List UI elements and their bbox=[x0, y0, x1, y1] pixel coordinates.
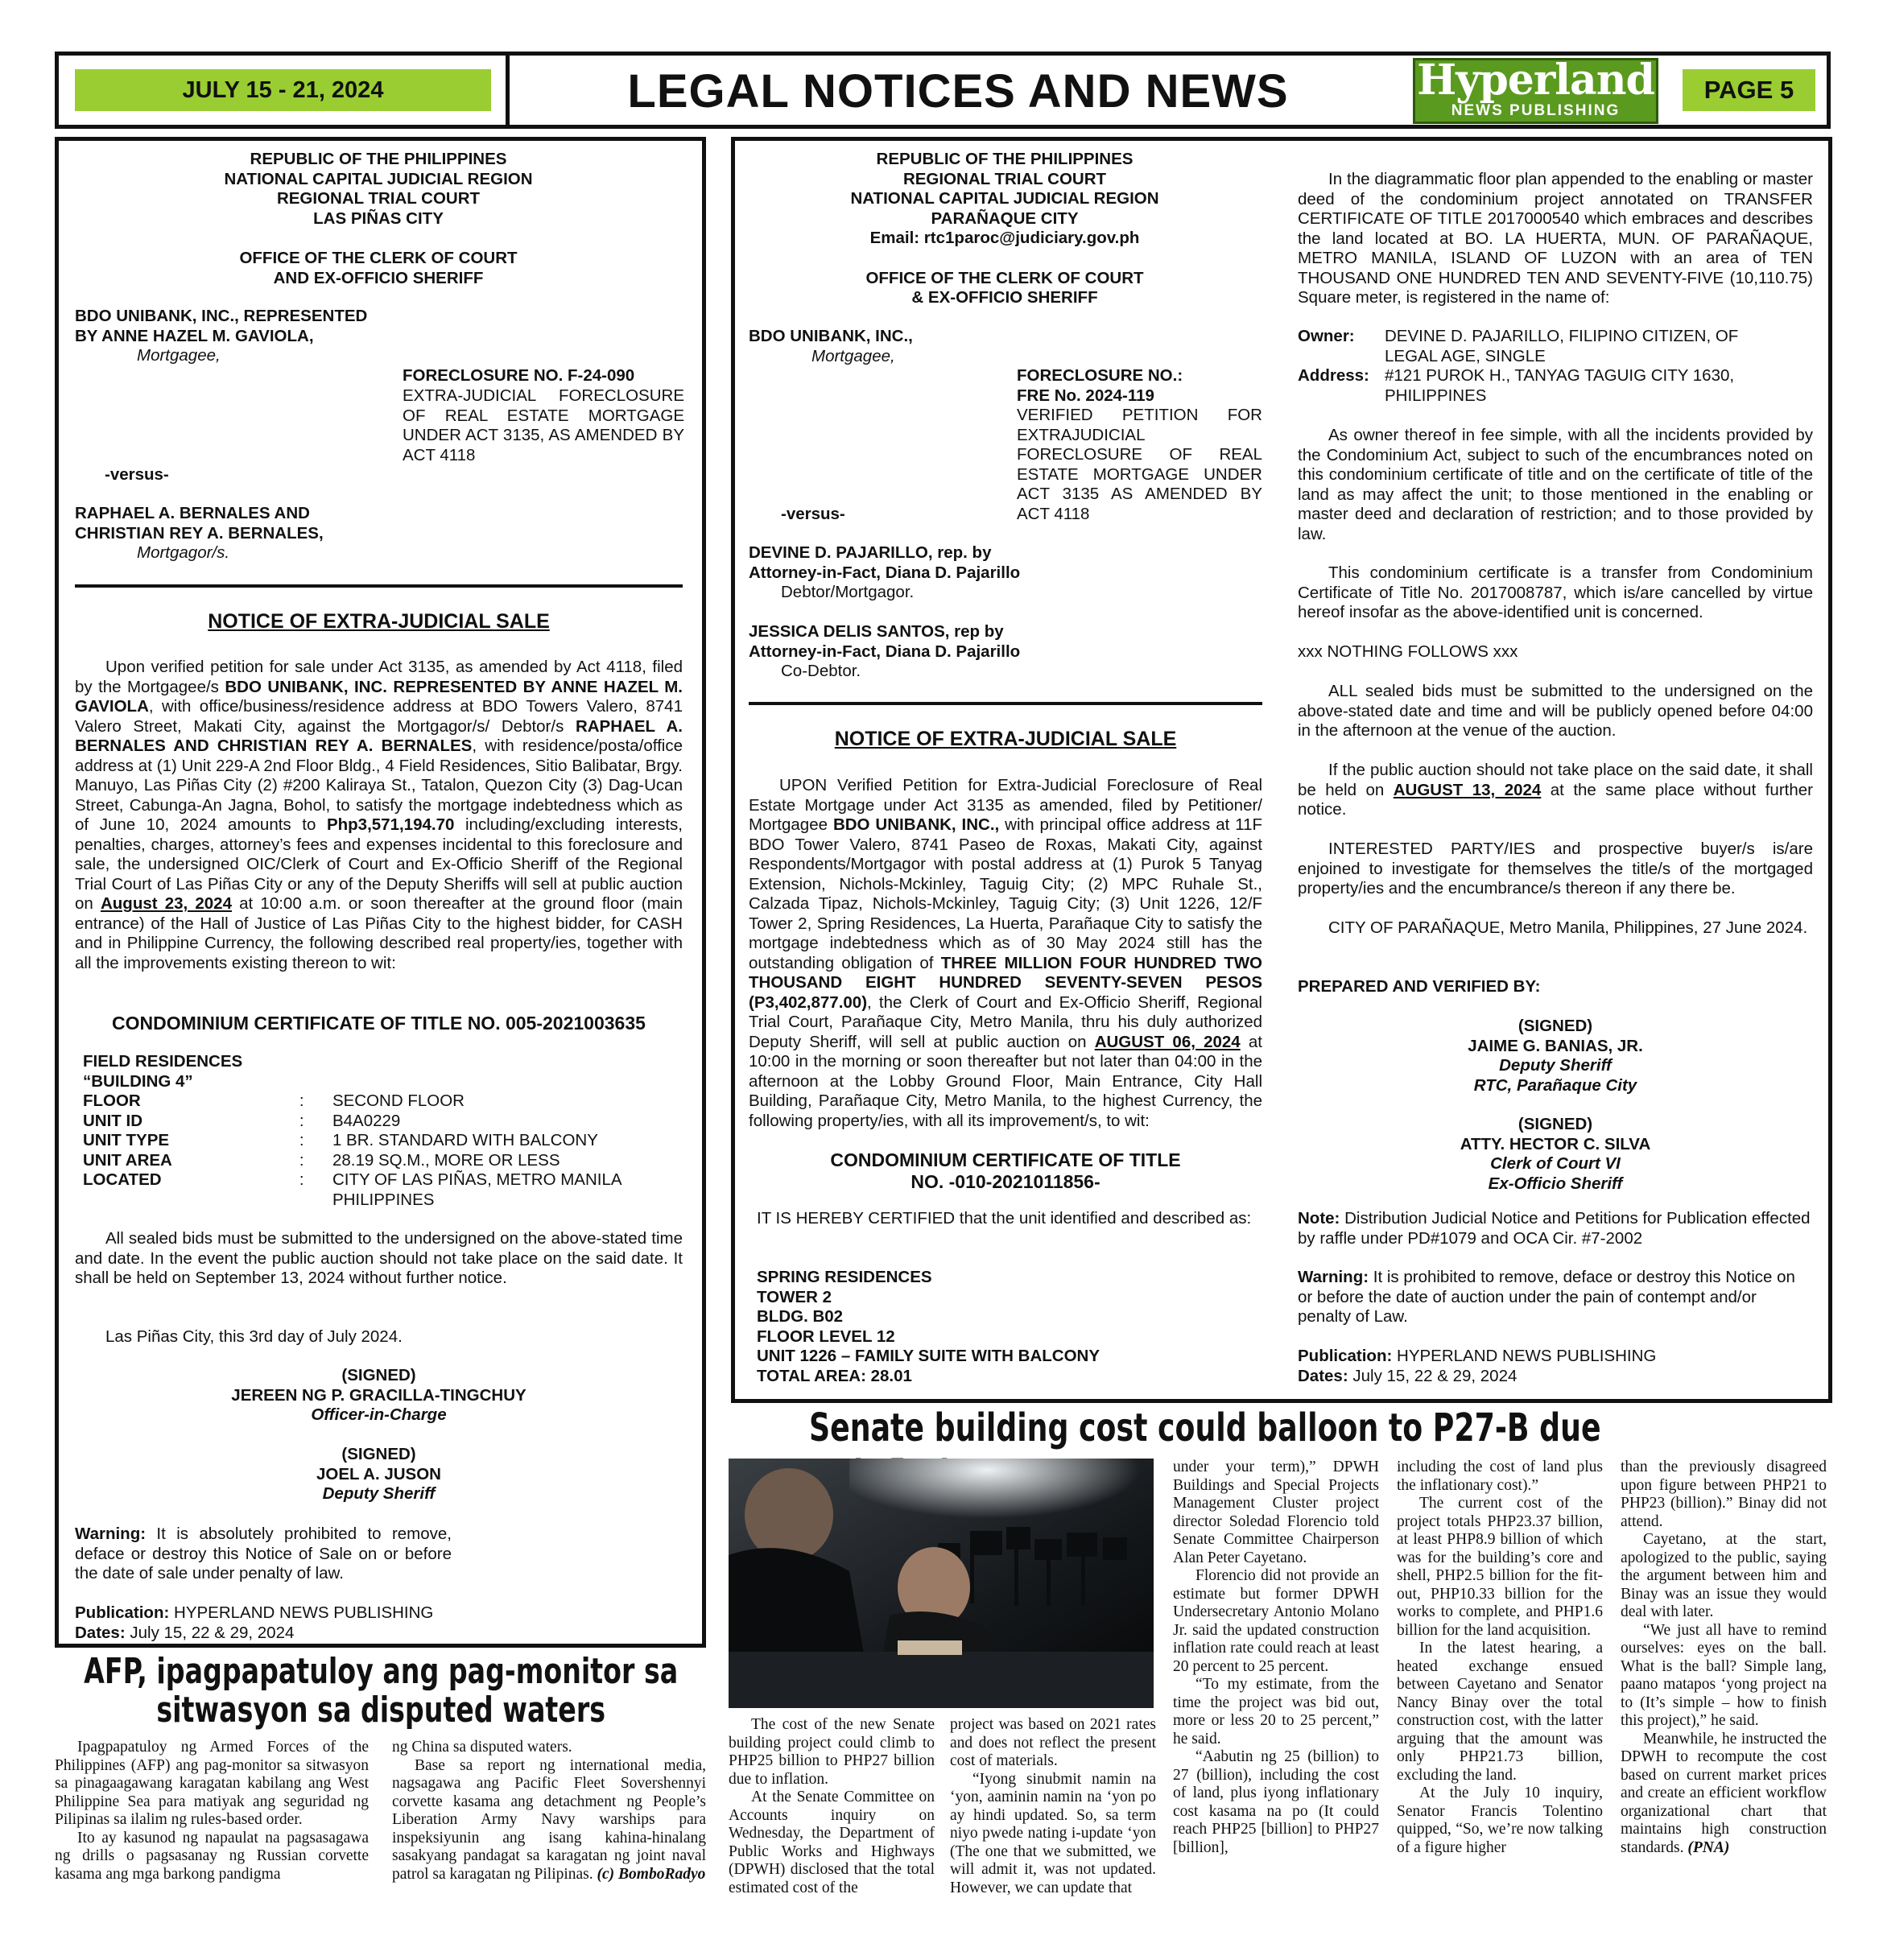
right-case-number: FORECLOSURE NO.: bbox=[1017, 366, 1183, 385]
debtor-line: Attorney-in-Fact, Diana D. Pajarillo bbox=[749, 642, 1021, 661]
left-dated: Las Piñas City, this 3rd day of July 2024. bbox=[105, 1327, 403, 1346]
right-signer-2 bbox=[1298, 1115, 1813, 1194]
publication-value: HYPERLAND NEWS PUBLISHING bbox=[169, 1603, 434, 1622]
property-line: FIELD RESIDENCES bbox=[83, 1052, 243, 1071]
article-paragraph: The current cost of the project totals PHP23.37 billion, at least PHP8.9 billion of which was for the building’s core and shell, PHP2.5 billion for the fit-out, PHP10.33 billion for the works to complete, and PHP1.6 billion for the land acquisition. bbox=[1397, 1495, 1603, 1639]
court-line: NATIONAL CAPITAL JUDICIAL REGION bbox=[850, 189, 1159, 208]
article-paragraph: than the previously disagreed upon figure between PHP21 to PHP23 (billion).” Binay did not attend. bbox=[1621, 1459, 1827, 1530]
court-line: NATIONAL CAPITAL JUDICIAL REGION bbox=[224, 169, 533, 188]
right-certified-statement: IT IS HEREBY CERTIFIED that the unit identified and described as: bbox=[757, 1209, 1252, 1228]
body-bold: Php3,571,194.70 bbox=[326, 815, 455, 834]
left-signer-2 bbox=[75, 1445, 683, 1504]
signer-name: JEREEN NG P. GRACILLA-TINGCHUY bbox=[231, 1385, 526, 1405]
table-row bbox=[83, 1151, 646, 1171]
right-transfer-paragraph: This condominium certificate is a transfer from Condominium Certificate of Title No. 2017008787, which is/are cancelled by virtue hereof insofar as the above-identified unit is concerned. bbox=[1298, 563, 1813, 621]
office-line: AND EX-OFFICIO SHERIFF bbox=[273, 268, 484, 287]
body-text: If the public auction should not take place on the said date, it shall be held on bbox=[1298, 761, 1813, 799]
unit-line: TOTAL AREA: 28.01 bbox=[757, 1366, 912, 1385]
afp-col-1 bbox=[55, 1739, 369, 1884]
table-row bbox=[83, 1091, 646, 1112]
article-paragraph: Ito ay kasunod ng napaulat na pagsasagawa ng drills o pagsasanay ng Russian corvette kasama ang mga barkong pandigma bbox=[55, 1829, 369, 1883]
body-text: , with residence/posta/office address at (1) Unit 229-A 2nd Floor Bldg., 4 Field Residences, Sitio Balibatar, Brgy. Manuyo, Las Piñas City (2) #200 Kaliraya St., Tatalon, Quezon City (3) Dag-Ucan Street, Cabunga-An Jagna, Bohol, to satisfy the mortgage indebtedness which as of June 10, 2024 amounts to bbox=[75, 737, 683, 834]
address-row bbox=[1298, 366, 1813, 406]
article-paragraph: Ipagpapatuloy ng Armed Forces of the Philippines (AFP) ang pag-monitor sa sitwasyon sa pinagaagawang karagatan kabilang ang West Philippine Sea para matiyak ang seguridad ng Pilipinas sa ilalim ng rules-based order. bbox=[55, 1739, 369, 1828]
article-paragraph: “Iyong sinubmit namin na ‘yon, aaminin namin na ‘yon po ay hindi updated. So, sa term niyo pwede nating i-update ‘yon (The one that we submitted, we will admit it, was not updated. However, we can update that bbox=[950, 1770, 1156, 1896]
dates-value: July 15, 22 & 29, 2024 bbox=[1348, 1366, 1518, 1385]
right-interested-paragraph: INTERESTED PARTY/IES and prospective buyer/s is/are enjoined to investigate for themselves the title/s of the mortgaged property/ies and the encumbrance/s thereon if any there be. bbox=[1298, 840, 1813, 897]
auction-date: August 23, 2024 bbox=[100, 894, 232, 913]
warning-label: Warning: bbox=[1298, 1268, 1369, 1286]
publication-value: HYPERLAND NEWS PUBLISHING bbox=[1392, 1347, 1657, 1365]
right-nothing-follows: xxx NOTHING FOLLOWS xxx bbox=[1298, 642, 1518, 661]
issue-date: JULY 15 - 21, 2024 bbox=[75, 69, 491, 111]
right-note bbox=[1298, 1209, 1813, 1248]
body-text: at 10:00 in the morning or soon thereafter but not later than 04:00 in the afternoon at the Lobby Ground Floor, Main Entrance, City Hall Building, Parañaque City, Metro Manila, to the highest Currency, the following property/ies, with all its improvement/s, to wit: bbox=[749, 1032, 1262, 1130]
signer-name: ATTY. HECTOR C. SILVA bbox=[1460, 1134, 1651, 1153]
court-line: REGIONAL TRIAL COURT bbox=[276, 189, 481, 208]
right-owner-paragraph: As owner thereof in fee simple, with all the incidents provided by the Condominium Act, subject to such of the encumbrances noted on this condominium certificate of title and on the certificate of title of the land as may affect the unit; to those mentioned in the enabling or master deed and declaration of restriction; and to those provided by law. bbox=[1298, 426, 1813, 543]
right-notice-title: NOTICE OF EXTRA-JUDICIAL SALE bbox=[834, 728, 1177, 750]
unit-line: UNIT 1226 – FAMILY SUITE WITH BALCONY bbox=[757, 1347, 1100, 1365]
senate-col-2 bbox=[950, 1716, 1156, 1897]
right-debtor-1-role: Debtor/Mortgagor. bbox=[781, 583, 915, 601]
mortgagee-line: BDO UNIBANK, INC., REPRESENTED bbox=[75, 307, 368, 325]
row-value: SECOND FLOOR bbox=[332, 1091, 465, 1110]
row-colon: : bbox=[299, 1091, 304, 1110]
senate-col-5 bbox=[1621, 1459, 1827, 1857]
body-text: including/excluding interests, penalties, charges, attorney’s fees and expenses incidental to this foreclosure and sale, the undersigned OIC/Clerk of Court and Ex-Officio Sheriff of the Regional Trial Court of Las Piñas City or any of the Deputy Sheriffs will sell at public auction on bbox=[75, 815, 683, 913]
publication-label: Publication: bbox=[1298, 1347, 1393, 1365]
body-bold: RAPHAEL A. BERNALES AND CHRISTIAN REY A. BERNALES bbox=[75, 716, 683, 755]
left-mortgagor-role: Mortgagor/s. bbox=[137, 543, 230, 562]
row-colon: : bbox=[299, 1131, 304, 1149]
page-number: PAGE 5 bbox=[1683, 69, 1815, 111]
right-cct-title bbox=[749, 1149, 1262, 1193]
right-fre-number: FRE No. 2024-119 bbox=[1017, 386, 1154, 405]
article-credit: (PNA) bbox=[1687, 1838, 1730, 1856]
signed-mark: (SIGNED) bbox=[341, 1366, 416, 1384]
signer-name: JAIME G. BANIAS, JR. bbox=[1468, 1036, 1643, 1055]
photo-illustration bbox=[729, 1459, 1154, 1708]
dates-line bbox=[75, 1624, 683, 1644]
left-case-number: FORECLOSURE NO. F-24-090 bbox=[403, 366, 635, 385]
dates-value: July 15, 22 & 29, 2024 bbox=[125, 1623, 295, 1642]
right-bids-paragraph: ALL sealed bids must be submitted to the undersigned on the above-stated date and time and will be publicly opened before 04:00 in the afternoon at the venue of the auction. bbox=[1298, 682, 1813, 740]
article-paragraph: In the latest hearing, a heated exchange ensued between Cayetano and Senator Nancy Binay over the total construction cost, with the latter arguing that the amount was only PHP21.73 billion, excluding the land. bbox=[1397, 1640, 1603, 1784]
logo-wordmark: Hyperland bbox=[1417, 56, 1654, 105]
row-value: CITY OF LAS PIÑAS, METRO MANILA PHILIPPINES bbox=[332, 1170, 621, 1209]
signer-title: Officer-in-Charge bbox=[311, 1405, 447, 1424]
left-court-heading bbox=[72, 150, 684, 288]
right-mortgagee-role: Mortgagee, bbox=[811, 347, 895, 365]
left-publication bbox=[75, 1603, 683, 1643]
warning-text: It is absolutely prohibited to remove, deface or destroy this Notice of Sale on or before the date of sale under penalty of law. bbox=[75, 1525, 452, 1582]
mortgagor-line: RAPHAEL A. BERNALES AND bbox=[75, 504, 310, 522]
left-case-description: EXTRA-JUDICIAL FORECLOSURE OF REAL ESTATE MORTGAGE UNDER ACT 3135, AS AMENDED BY ACT 4118 bbox=[403, 386, 684, 464]
left-mortgagee-role: Mortgagee, bbox=[137, 346, 221, 365]
warning-label: Warning: bbox=[75, 1525, 147, 1543]
dates-label: Dates: bbox=[75, 1623, 126, 1642]
row-value: 28.19 SQ.M., MORE OR LESS bbox=[332, 1150, 560, 1170]
debtor-line: JESSICA DELIS SANTOS, rep by bbox=[749, 622, 1004, 641]
row-colon: : bbox=[299, 1111, 304, 1130]
auction-date: AUGUST 06, 2024 bbox=[1094, 1032, 1241, 1051]
signer-title: Deputy Sheriff bbox=[322, 1484, 436, 1503]
body-text: at 10:00 a.m. or soon thereafter at the ground floor (main entrance) of the Hall of Justice of Las Piñas City to the highest bidder, for CASH and in Philippine Currency, the following described real property/ies, together with all the improvements existing thereon to wit: bbox=[75, 894, 683, 972]
dates-line bbox=[1298, 1367, 1813, 1387]
right-mortgagee: BDO UNIBANK, INC., bbox=[749, 327, 913, 345]
table-row bbox=[83, 1112, 646, 1132]
right-debtor-2-role: Co-Debtor. bbox=[781, 662, 861, 680]
unit-line: SPRING RESIDENCES bbox=[757, 1268, 932, 1286]
right-divider bbox=[749, 702, 1262, 705]
row-label: UNIT TYPE bbox=[83, 1131, 170, 1149]
left-versus: -versus- bbox=[105, 465, 169, 484]
dates-label: Dates: bbox=[1298, 1366, 1348, 1385]
right-case-description: VERIFIED PETITION FOR EXTRAJUDICIAL FORECLOSURE OF REAL ESTATE MORTGAGE UNDER ACT 3135 AS AMENDED BY ACT 4118 bbox=[1017, 406, 1262, 523]
senate-col-3 bbox=[1173, 1459, 1379, 1857]
table-row bbox=[83, 1131, 646, 1151]
right-court-heading bbox=[747, 150, 1262, 308]
unit-line: FLOOR LEVEL 12 bbox=[757, 1327, 895, 1346]
article-paragraph: Florencio did not provide an estimate but former DPWH Undersecretary Antonio Molano Jr. said the updated construction inflation rate could reach at least 20 percent to 25 percent. bbox=[1173, 1567, 1379, 1675]
note-label: Note: bbox=[1298, 1209, 1340, 1228]
right-notice-body bbox=[749, 776, 1262, 1131]
mortgagee-line: BY ANNE HAZEL M. GAVIOLA, bbox=[75, 326, 314, 345]
court-line: REPUBLIC OF THE PHILIPPINES bbox=[250, 150, 507, 168]
signed-mark: (SIGNED) bbox=[341, 1445, 416, 1463]
row-colon: : bbox=[299, 1170, 304, 1189]
section-title: LEGAL NOTICES AND NEWS bbox=[627, 65, 1289, 118]
right-debtor-2 bbox=[749, 622, 1135, 662]
note-text: Distribution Judicial Notice and Petitions for Publication effected by raffle under PD#1079 and OCA Cir. #7-2002 bbox=[1298, 1209, 1811, 1248]
article-paragraph: Cayetano, at the start, apologized to the public, saying the argument between him and Binay was an issue they would deal with later. bbox=[1621, 1531, 1827, 1620]
address-value: #121 PUROK H., TANYAG TAGUIG CITY 1630, PHILIPPINES bbox=[1385, 366, 1735, 405]
court-line: REGIONAL TRIAL COURT bbox=[902, 169, 1107, 188]
body-text: UPON Verified Petition for Extra-Judicial Foreclosure of Real Estate Mortgage under Act 3135 as amended, filed by Petitioner/ Mortgagee bbox=[749, 776, 1262, 834]
signer-title: Clerk of Court VI bbox=[1490, 1154, 1621, 1173]
office-line: & EX-OFFICIO SHERIFF bbox=[911, 288, 1098, 307]
left-property-name bbox=[83, 1052, 242, 1091]
body-text: with principal office address at 11F BDO Tower Valero, 8741 Paseo de Roxas, Makati City, against Respondents/Mortgagor with postal address at (1) Purok 5 Tanyag Extension, Nichols-Mckinley, Taguig City; (2) MPC Ruhale St., Calzada Tipaz, Nichols-Mckinley, Taguig City; (3) Unit 1226, 12/F Tower 2, Spring Residences, La Huerta, Parañaque City to satisfy the mortgage indebtedness which as of 30 May 2024 still has the outstanding obligation of bbox=[749, 815, 1263, 972]
signer-title: Deputy Sheriff bbox=[1499, 1056, 1612, 1075]
court-email: Email: rtc1paroc@judiciary.gov.ph bbox=[869, 229, 1140, 247]
senate-headline: Senate building cost could balloon to P27-B due bbox=[809, 1405, 1601, 1450]
senate-col-4 bbox=[1397, 1459, 1603, 1857]
office-line: OFFICE OF THE CLERK OF COURT bbox=[865, 268, 1144, 287]
right-warning bbox=[1298, 1268, 1813, 1327]
headline-line: AFP, ipagpapatuloy ang pag-monitor sa bbox=[84, 1651, 679, 1692]
signer-name: JOEL A. JUSON bbox=[316, 1464, 441, 1483]
row-label: LOCATED bbox=[83, 1170, 162, 1189]
article-paragraph: under your term),” DPWH Buildings and Special Projects Management Cluster project director Soledad Florencio told Senate Committee Chairperson Alan Peter Cayetano. bbox=[1173, 1459, 1379, 1566]
table-row bbox=[83, 1170, 646, 1210]
article-paragraph bbox=[392, 1757, 706, 1884]
right-owner-block bbox=[1298, 327, 1813, 406]
signed-mark: (SIGNED) bbox=[1518, 1017, 1593, 1035]
headline-line: sitwasyon sa disputed waters bbox=[156, 1690, 606, 1731]
owner-label: Owner: bbox=[1298, 327, 1355, 345]
body-text: , with office/business/residence address at BDO Towers Valero, 8741 Valero Street, Makati City, against the Mortgagor/s/ Debtor/s bbox=[75, 697, 683, 736]
right-debtor-1 bbox=[749, 543, 1135, 583]
owner-value: DEVINE D. PAJARILLO, FILIPINO CITIZEN, OF LEGAL AGE, SINGLE bbox=[1385, 327, 1739, 365]
unit-line: BLDG. B02 bbox=[757, 1307, 844, 1326]
address-label: Address: bbox=[1298, 366, 1369, 385]
left-warning bbox=[75, 1525, 452, 1584]
court-line: REPUBLIC OF THE PHILIPPINES bbox=[876, 150, 1134, 168]
row-label: FLOOR bbox=[83, 1091, 141, 1110]
left-signer-1 bbox=[75, 1366, 683, 1426]
cct-line: CONDOMINIUM CERTIFICATE OF TITLE bbox=[830, 1149, 1181, 1170]
right-signer-1 bbox=[1298, 1017, 1813, 1096]
debtor-line: Attorney-in-Fact, Diana D. Pajarillo bbox=[749, 563, 1021, 582]
owner-row bbox=[1298, 327, 1813, 366]
publication-label: Publication: bbox=[75, 1603, 170, 1622]
court-line: LAS PIÑAS CITY bbox=[313, 208, 444, 228]
right-reschedule-paragraph bbox=[1298, 761, 1813, 820]
senate-hearing-photo bbox=[729, 1459, 1154, 1708]
article-paragraph: At the Senate Committee on Accounts inquiry on Wednesday, the Department of Public Works and Highways (DPWH) disclosed that the total estimated cost of the bbox=[729, 1789, 935, 1896]
warning-text: It is prohibited to remove, deface or destroy this Notice on or before the date of auction under the pain of contempt and/or penalty of Law. bbox=[1298, 1268, 1795, 1326]
row-value: 1 BR. STANDARD WITH BALCONY bbox=[332, 1131, 598, 1149]
cct-line: NO. -010-2021011856- bbox=[911, 1171, 1100, 1192]
article-paragraph: “We just all have to remind ourselves: eyes on the ball. What is the ball? Simple lang, paano matapos ‘yong project na to (It’s simple – how to finish this project),” he said. bbox=[1621, 1621, 1827, 1729]
article-paragraph: ng China sa disputed waters. bbox=[392, 1739, 572, 1756]
publication-line bbox=[75, 1603, 683, 1624]
right-prepared-by: PREPARED AND VERIFIED BY: bbox=[1298, 977, 1541, 996]
body-bold: THREE MILLION FOUR HUNDRED TWO THOUSAND EIGHT HUNDRED SEVENTY-SEVEN PESOS (P3,402,877.00) bbox=[749, 953, 1263, 1012]
afp-col-2 bbox=[392, 1739, 706, 1884]
office-line: OFFICE OF THE CLERK OF COURT bbox=[239, 249, 518, 267]
article-text: Meanwhile, he instructed the DPWH to recompute the cost based on current market prices and create an efficient workflow organizational chart that maintains high construction standards. bbox=[1621, 1730, 1827, 1856]
signer-title: RTC, Parañaque City bbox=[1473, 1075, 1637, 1095]
signer-title: Ex-Officio Sheriff bbox=[1488, 1174, 1623, 1193]
article-paragraph bbox=[1621, 1731, 1827, 1858]
article-paragraph: The cost of the new Senate building project could climb to PHP25 billion to PHP27 billion due to inflation. bbox=[729, 1716, 935, 1788]
header-divider bbox=[506, 52, 510, 129]
body-text: at the same place without further notice. bbox=[1298, 780, 1813, 819]
body-bold: BDO UNIBANK, INC. REPRESENTED BY ANNE HAZEL M. GAVIOLA bbox=[75, 677, 683, 716]
signed-mark: (SIGNED) bbox=[1518, 1115, 1593, 1133]
row-value: B4A0229 bbox=[332, 1111, 401, 1130]
left-cct-title: CONDOMINIUM CERTIFICATE OF TITLE NO. 005-2021003635 bbox=[112, 1013, 646, 1034]
right-dated: CITY OF PARAÑAQUE, Metro Manila, Philippines, 27 June 2024. bbox=[1328, 918, 1808, 937]
right-versus: -versus- bbox=[781, 505, 845, 523]
left-mortgagee bbox=[75, 307, 413, 346]
right-unit-description bbox=[757, 1268, 1260, 1386]
right-publication bbox=[1298, 1347, 1813, 1386]
mortgagor-line: CHRISTIAN REY A. BERNALES, bbox=[75, 523, 324, 543]
left-notice-title: NOTICE OF EXTRA-JUDICIAL SALE bbox=[208, 610, 550, 633]
article-paragraph: project was based on 2021 rates and does not reflect the present cost of materials. bbox=[950, 1716, 1156, 1769]
senate-col-1 bbox=[729, 1716, 935, 1897]
article-text: Base sa report ng international media, nagsagawa ang Pacific Fleet Sovershennyi corvette kasama ang detachment ng People’s Liberation Army Navy warships para inspeksiyunin ang isang kahina-hinalang sasakyang pandagat sa karagatan ng joint naval patrol sa karagatan ng Pilipinas. bbox=[392, 1756, 706, 1883]
article-paragraph: At the July 10 inquiry, Senator Francis Tolentino quipped, “So, we’re now talking of a figure higher bbox=[1397, 1785, 1603, 1856]
body-text: , the Clerk of Court and Ex-Officio Sheriff, Regional Trial Court, Parañaque City, Metro Manila, thru his duly authorized Deputy Sheriff, will sell at public auction on bbox=[749, 992, 1262, 1051]
property-line: “BUILDING 4” bbox=[83, 1071, 193, 1091]
right-floorplan-paragraph: In the diagrammatic floor plan appended to the enabling or master deed of the condominium project annotated on TRANSFER CERTIFICATE OF TITLE 2017000540 which embraces and describes the land located at BO. LA HUERTA, MUN. OF PARAÑAQUE, METRO MANILA, ISLAND OF LUZON with an area of TEN THOUSAND ONE HUNDRED TEN AND SEVENTY-FIVE (10,110.75) Square meter, is registered in the name of: bbox=[1298, 170, 1813, 307]
court-line: PARAÑAQUE CITY bbox=[931, 208, 1079, 228]
article-paragraph: “Aabutin ng 25 (billion) to 27 (billion), including the cost of land, plus iyong inflationary cost kasama na po (It could reach PHP25 [billion] to PHP27 [billion], bbox=[1173, 1748, 1379, 1856]
body-text: Upon verified petition for sale under Act 3135, as amended by Act 4118, filed by the Mortgagee/s bbox=[75, 658, 683, 696]
logo-subtitle: NEWS PUBLISHING bbox=[1451, 102, 1621, 119]
afp-headline bbox=[56, 1653, 705, 1730]
article-paragraph: including the cost of land plus the inflationary cost).” bbox=[1397, 1459, 1603, 1494]
unit-line: TOWER 2 bbox=[757, 1287, 832, 1306]
debtor-line: DEVINE D. PAJARILLO, rep. by bbox=[749, 543, 992, 562]
left-property-table bbox=[83, 1091, 646, 1210]
row-label: UNIT AREA bbox=[83, 1150, 172, 1170]
row-colon: : bbox=[299, 1150, 304, 1170]
left-bids-paragraph: All sealed bids must be submitted to the undersigned on the above-stated time and date. In the event the public auction should not take place on the said date. It shall be held on September 13, 2024 without further notice. bbox=[75, 1229, 683, 1287]
left-mortgagors bbox=[75, 504, 397, 543]
reschedule-date: AUGUST 13, 2024 bbox=[1393, 780, 1542, 799]
article-credit: (c) BomboRadyo bbox=[597, 1865, 706, 1883]
left-notice-body bbox=[75, 658, 683, 973]
row-label: UNIT ID bbox=[83, 1111, 143, 1130]
article-paragraph: “To my estimate, from the time the project was bid out, more or less 20 to 25 percent,” he said. bbox=[1173, 1676, 1379, 1747]
body-bold: BDO UNIBANK, INC., bbox=[832, 815, 1000, 834]
left-divider bbox=[75, 584, 683, 588]
publication-line bbox=[1298, 1347, 1813, 1367]
